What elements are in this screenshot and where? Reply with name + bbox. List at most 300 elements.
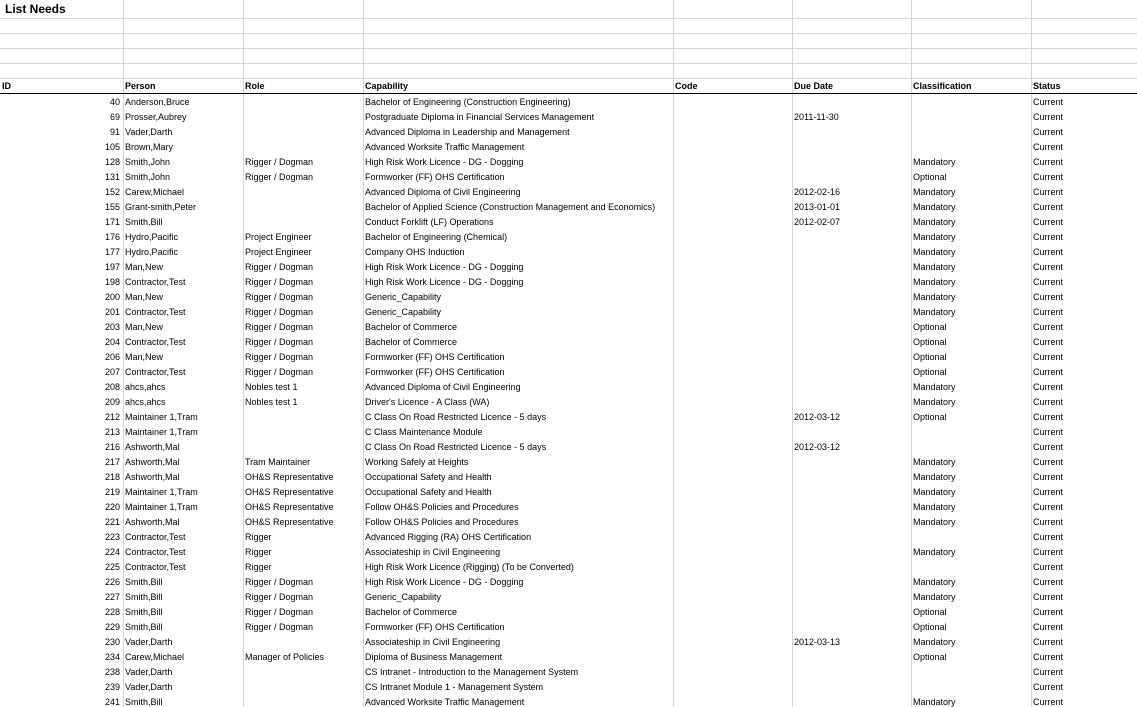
cell-due-date[interactable]: [794, 680, 909, 695]
cell-role[interactable]: Manager of Policies: [245, 652, 325, 662]
cell-status[interactable]: Current: [1033, 457, 1064, 467]
cell-role[interactable]: Rigger / Dogman: [245, 277, 314, 287]
cell-person[interactable]: Hydro,Pacific: [125, 232, 179, 242]
cell-classification[interactable]: Mandatory: [913, 472, 956, 482]
cell-status[interactable]: Current: [1033, 217, 1064, 227]
cell-person[interactable]: Anderson,Bruce: [125, 97, 190, 107]
cell-due-date[interactable]: [794, 125, 909, 140]
cell-capability[interactable]: C Class Maintenance Module: [365, 427, 483, 437]
cell-capability[interactable]: High Risk Work Licence (Rigging) (To be Converted): [365, 562, 574, 572]
cell-capability[interactable]: Postgraduate Diploma in Financial Services Management: [365, 112, 595, 122]
cell-classification[interactable]: [913, 140, 1029, 155]
cell-person[interactable]: Contractor,Test: [125, 532, 186, 542]
cell-due-date[interactable]: 2012-02-07: [794, 217, 841, 227]
cell-status[interactable]: Current: [1033, 202, 1064, 212]
cell-capability[interactable]: Advanced Rigging (RA) OHS Certification: [365, 532, 532, 542]
cell-code[interactable]: [675, 335, 790, 350]
cell-role[interactable]: [245, 215, 361, 230]
cell-classification[interactable]: [913, 680, 1029, 695]
cell-due-date[interactable]: 2012-03-12: [794, 412, 841, 422]
cell-role[interactable]: Tram Maintainer: [245, 457, 311, 467]
cell-capability[interactable]: High Risk Work Licence - DG - Dogging: [365, 157, 524, 167]
cell-status[interactable]: Current: [1033, 697, 1064, 707]
cell-classification[interactable]: Mandatory: [913, 217, 956, 227]
cell-status[interactable]: Current: [1033, 532, 1064, 542]
cell-id[interactable]: 213: [104, 427, 120, 437]
cell-id[interactable]: 216: [104, 442, 120, 452]
cell-classification[interactable]: Optional: [913, 322, 947, 332]
cell-capability[interactable]: CS Intranet Module 1 - Management System: [365, 682, 544, 692]
cell-status[interactable]: Current: [1033, 337, 1064, 347]
cell-status[interactable]: Current: [1033, 667, 1064, 677]
cell-status[interactable]: Current: [1033, 577, 1064, 587]
cell-status[interactable]: Current: [1033, 412, 1064, 422]
cell-person[interactable]: Maintainer 1,Tram: [125, 487, 198, 497]
cell-role[interactable]: [245, 95, 361, 110]
cell-role[interactable]: Rigger / Dogman: [245, 262, 314, 272]
header-capability[interactable]: Capability: [365, 81, 409, 91]
cell-classification[interactable]: Mandatory: [913, 502, 956, 512]
cell-person[interactable]: ahcs,ahcs: [125, 397, 166, 407]
cell-status[interactable]: Current: [1033, 307, 1064, 317]
cell-due-date[interactable]: [794, 545, 909, 560]
cell-role[interactable]: [245, 425, 361, 440]
cell-status[interactable]: Current: [1033, 367, 1064, 377]
cell-due-date[interactable]: [794, 320, 909, 335]
cell-code[interactable]: [675, 110, 790, 125]
cell-person[interactable]: Contractor,Test: [125, 277, 186, 287]
cell-person[interactable]: Ashworth,Mal: [125, 517, 180, 527]
cell-status[interactable]: Current: [1033, 112, 1064, 122]
cell-role[interactable]: Rigger / Dogman: [245, 337, 314, 347]
cell-role[interactable]: Rigger / Dogman: [245, 172, 314, 182]
cell-id[interactable]: 230: [104, 637, 120, 647]
cell-code[interactable]: [675, 155, 790, 170]
cell-person[interactable]: Contractor,Test: [125, 547, 186, 557]
cell-due-date[interactable]: [794, 245, 909, 260]
cell-code[interactable]: [675, 635, 790, 650]
cell-person[interactable]: Contractor,Test: [125, 367, 186, 377]
cell-role[interactable]: Rigger / Dogman: [245, 322, 314, 332]
cell-id[interactable]: 128: [104, 157, 120, 167]
cell-code[interactable]: [675, 365, 790, 380]
cell-classification[interactable]: Mandatory: [913, 277, 956, 287]
cell-role[interactable]: Rigger / Dogman: [245, 352, 314, 362]
cell-capability[interactable]: Generic_Capability: [365, 592, 442, 602]
cell-capability[interactable]: Advanced Diploma of Civil Engineering: [365, 382, 521, 392]
cell-role[interactable]: Rigger / Dogman: [245, 307, 314, 317]
cell-classification[interactable]: Mandatory: [913, 487, 956, 497]
cell-due-date[interactable]: [794, 650, 909, 665]
cell-classification[interactable]: Optional: [913, 337, 947, 347]
cell-status[interactable]: Current: [1033, 562, 1064, 572]
cell-id[interactable]: 238: [104, 667, 120, 677]
cell-classification[interactable]: Mandatory: [913, 382, 956, 392]
cell-id[interactable]: 197: [104, 262, 120, 272]
cell-code[interactable]: [675, 185, 790, 200]
cell-person[interactable]: Ashworth,Mal: [125, 472, 180, 482]
cell-code[interactable]: [675, 695, 790, 707]
cell-due-date[interactable]: [794, 395, 909, 410]
cell-status[interactable]: Current: [1033, 502, 1064, 512]
cell-role[interactable]: [245, 110, 361, 125]
cell-person[interactable]: Grant-smith,Peter: [125, 202, 197, 212]
cell-code[interactable]: [675, 350, 790, 365]
cell-code[interactable]: [675, 515, 790, 530]
cell-capability[interactable]: Advanced Diploma of Civil Engineering: [365, 187, 521, 197]
cell-capability[interactable]: Formworker (FF) OHS Certification: [365, 172, 505, 182]
cell-code[interactable]: [675, 275, 790, 290]
cell-due-date[interactable]: [794, 530, 909, 545]
cell-due-date[interactable]: [794, 305, 909, 320]
cell-code[interactable]: [675, 560, 790, 575]
cell-id[interactable]: 224: [104, 547, 120, 557]
cell-person[interactable]: Man,New: [125, 352, 164, 362]
cell-code[interactable]: [675, 470, 790, 485]
cell-person[interactable]: Vader,Darth: [125, 637, 173, 647]
cell-status[interactable]: Current: [1033, 277, 1064, 287]
cell-role[interactable]: OH&S Representative: [245, 472, 334, 482]
cell-due-date[interactable]: [794, 590, 909, 605]
cell-due-date[interactable]: [794, 365, 909, 380]
cell-status[interactable]: Current: [1033, 352, 1064, 362]
cell-code[interactable]: [675, 530, 790, 545]
header-id[interactable]: ID: [2, 81, 11, 91]
cell-role[interactable]: Rigger: [245, 547, 272, 557]
cell-person[interactable]: Vader,Darth: [125, 127, 173, 137]
cell-due-date[interactable]: 2013-01-01: [794, 202, 841, 212]
cell-capability[interactable]: Occupational Safety and Health: [365, 472, 492, 482]
cell-classification[interactable]: Optional: [913, 412, 947, 422]
cell-classification[interactable]: Mandatory: [913, 547, 956, 557]
cell-capability[interactable]: Advanced Worksite Traffic Management: [365, 697, 525, 707]
cell-person[interactable]: Smith,John: [125, 172, 171, 182]
cell-id[interactable]: 40: [109, 97, 120, 107]
cell-code[interactable]: [675, 380, 790, 395]
cell-status[interactable]: Current: [1033, 232, 1064, 242]
cell-due-date[interactable]: [794, 350, 909, 365]
cell-role[interactable]: Rigger / Dogman: [245, 592, 314, 602]
cell-due-date[interactable]: [794, 665, 909, 680]
cell-role[interactable]: [245, 680, 361, 695]
cell-person[interactable]: Prosser,Aubrey: [125, 112, 187, 122]
cell-status[interactable]: Current: [1033, 142, 1064, 152]
cell-capability[interactable]: C Class On Road Restricted Licence - 5 days: [365, 412, 547, 422]
cell-id[interactable]: 171: [104, 217, 120, 227]
cell-classification[interactable]: Optional: [913, 367, 947, 377]
cell-role[interactable]: Rigger / Dogman: [245, 622, 314, 632]
cell-classification[interactable]: Mandatory: [913, 592, 956, 602]
cell-code[interactable]: [675, 395, 790, 410]
cell-capability[interactable]: Generic_Capability: [365, 292, 442, 302]
cell-person[interactable]: Man,New: [125, 292, 164, 302]
cell-person[interactable]: Ashworth,Mal: [125, 457, 180, 467]
cell-status[interactable]: Current: [1033, 517, 1064, 527]
cell-capability[interactable]: Conduct Forklift (LF) Operations: [365, 217, 494, 227]
cell-code[interactable]: [675, 200, 790, 215]
cell-status[interactable]: Current: [1033, 682, 1064, 692]
cell-person[interactable]: Smith,Bill: [125, 577, 163, 587]
cell-capability[interactable]: Formworker (FF) OHS Certification: [365, 367, 505, 377]
cell-due-date[interactable]: 2012-02-16: [794, 187, 841, 197]
cell-classification[interactable]: Mandatory: [913, 457, 956, 467]
cell-person[interactable]: Smith,John: [125, 157, 171, 167]
header-classification[interactable]: Classification: [913, 81, 972, 91]
cell-person[interactable]: Smith,Bill: [125, 697, 163, 707]
cell-person[interactable]: Vader,Darth: [125, 667, 173, 677]
cell-status[interactable]: Current: [1033, 427, 1064, 437]
cell-status[interactable]: Current: [1033, 472, 1064, 482]
cell-capability[interactable]: Associateship in Civil Engineering: [365, 547, 501, 557]
cell-code[interactable]: [675, 260, 790, 275]
cell-role[interactable]: [245, 695, 361, 707]
cell-id[interactable]: 212: [104, 412, 120, 422]
cell-due-date[interactable]: [794, 335, 909, 350]
cell-due-date[interactable]: [794, 695, 909, 707]
cell-due-date[interactable]: [794, 380, 909, 395]
cell-code[interactable]: [675, 455, 790, 470]
cell-classification[interactable]: [913, 440, 1029, 455]
header-role[interactable]: Role: [245, 81, 265, 91]
cell-due-date[interactable]: [794, 170, 909, 185]
cell-capability[interactable]: Follow OH&S Policies and Procedures: [365, 517, 519, 527]
cell-capability[interactable]: High Risk Work Licence - DG - Dogging: [365, 577, 524, 587]
cell-id[interactable]: 198: [104, 277, 120, 287]
cell-person[interactable]: Brown,Mary: [125, 142, 174, 152]
cell-id[interactable]: 219: [104, 487, 120, 497]
cell-id[interactable]: 91: [109, 127, 120, 137]
cell-id[interactable]: 234: [104, 652, 120, 662]
cell-classification[interactable]: Optional: [913, 352, 947, 362]
cell-id[interactable]: 209: [104, 397, 120, 407]
cell-capability[interactable]: Advanced Diploma in Leadership and Management: [365, 127, 570, 137]
cell-role[interactable]: Rigger / Dogman: [245, 607, 314, 617]
cell-status[interactable]: Current: [1033, 397, 1064, 407]
cell-capability[interactable]: Bachelor of Commerce: [365, 337, 458, 347]
cell-person[interactable]: Maintainer 1,Tram: [125, 427, 198, 437]
cell-due-date[interactable]: [794, 260, 909, 275]
cell-capability[interactable]: Advanced Worksite Traffic Management: [365, 142, 525, 152]
cell-id[interactable]: 152: [104, 187, 120, 197]
cell-code[interactable]: [675, 320, 790, 335]
cell-role[interactable]: [245, 410, 361, 425]
cell-classification[interactable]: [913, 560, 1029, 575]
cell-person[interactable]: Contractor,Test: [125, 562, 186, 572]
cell-due-date[interactable]: [794, 605, 909, 620]
cell-id[interactable]: 217: [104, 457, 120, 467]
cell-id[interactable]: 227: [104, 592, 120, 602]
cell-due-date[interactable]: [794, 140, 909, 155]
cell-code[interactable]: [675, 125, 790, 140]
cell-role[interactable]: OH&S Representative: [245, 487, 334, 497]
cell-code[interactable]: [675, 500, 790, 515]
cell-id[interactable]: 177: [104, 247, 120, 257]
cell-role[interactable]: Project Engineer: [245, 247, 312, 257]
cell-role[interactable]: Rigger: [245, 562, 272, 572]
cell-capability[interactable]: Associateship in Civil Engineering: [365, 637, 501, 647]
cell-role[interactable]: [245, 140, 361, 155]
cell-id[interactable]: 204: [104, 337, 120, 347]
cell-status[interactable]: Current: [1033, 622, 1064, 632]
cell-code[interactable]: [675, 140, 790, 155]
cell-classification[interactable]: Optional: [913, 652, 947, 662]
cell-role[interactable]: OH&S Representative: [245, 502, 334, 512]
cell-classification[interactable]: [913, 95, 1029, 110]
cell-classification[interactable]: Mandatory: [913, 202, 956, 212]
cell-due-date[interactable]: [794, 455, 909, 470]
cell-classification[interactable]: Mandatory: [913, 517, 956, 527]
cell-id[interactable]: 226: [104, 577, 120, 587]
cell-person[interactable]: ahcs,ahcs: [125, 382, 166, 392]
cell-person[interactable]: Man,New: [125, 262, 164, 272]
cell-role[interactable]: OH&S Representative: [245, 517, 334, 527]
cell-role[interactable]: [245, 185, 361, 200]
cell-capability[interactable]: Bachelor of Engineering (Construction Engineering): [365, 97, 571, 107]
cell-classification[interactable]: [913, 425, 1029, 440]
cell-status[interactable]: Current: [1033, 322, 1064, 332]
cell-role[interactable]: Rigger / Dogman: [245, 367, 314, 377]
cell-role[interactable]: Rigger / Dogman: [245, 577, 314, 587]
cell-role[interactable]: Rigger: [245, 532, 272, 542]
cell-role[interactable]: Project Engineer: [245, 232, 312, 242]
header-code[interactable]: Code: [675, 81, 698, 91]
cell-code[interactable]: [675, 425, 790, 440]
cell-classification[interactable]: Optional: [913, 622, 947, 632]
cell-due-date[interactable]: 2011-11-30: [794, 112, 839, 122]
cell-id[interactable]: 223: [104, 532, 120, 542]
cell-id[interactable]: 200: [104, 292, 120, 302]
cell-capability[interactable]: Generic_Capability: [365, 307, 442, 317]
cell-code[interactable]: [675, 215, 790, 230]
cell-status[interactable]: Current: [1033, 382, 1064, 392]
cell-code[interactable]: [675, 230, 790, 245]
cell-status[interactable]: Current: [1033, 652, 1064, 662]
cell-role[interactable]: Nobles test 1: [245, 382, 298, 392]
cell-capability[interactable]: High Risk Work Licence - DG - Dogging: [365, 262, 524, 272]
cell-id[interactable]: 105: [104, 142, 120, 152]
cell-id[interactable]: 225: [104, 562, 120, 572]
cell-classification[interactable]: Mandatory: [913, 247, 956, 257]
cell-code[interactable]: [675, 605, 790, 620]
cell-capability[interactable]: Follow OH&S Policies and Procedures: [365, 502, 519, 512]
cell-id[interactable]: 239: [104, 682, 120, 692]
cell-capability[interactable]: Bachelor of Commerce: [365, 322, 458, 332]
cell-due-date[interactable]: [794, 470, 909, 485]
cell-role[interactable]: [245, 200, 361, 215]
cell-classification[interactable]: [913, 110, 1029, 125]
cell-capability[interactable]: C Class On Road Restricted Licence - 5 days: [365, 442, 547, 452]
cell-role[interactable]: [245, 125, 361, 140]
cell-status[interactable]: Current: [1033, 292, 1064, 302]
cell-id[interactable]: 218: [104, 472, 120, 482]
cell-status[interactable]: Current: [1033, 487, 1064, 497]
cell-id[interactable]: 206: [104, 352, 120, 362]
cell-status[interactable]: Current: [1033, 97, 1064, 107]
cell-id[interactable]: 208: [104, 382, 120, 392]
cell-id[interactable]: 220: [104, 502, 120, 512]
cell-person[interactable]: Ashworth,Mal: [125, 442, 180, 452]
cell-role[interactable]: Rigger / Dogman: [245, 157, 314, 167]
cell-person[interactable]: Hydro,Pacific: [125, 247, 179, 257]
cell-classification[interactable]: Optional: [913, 172, 947, 182]
cell-classification[interactable]: Mandatory: [913, 637, 956, 647]
cell-role[interactable]: Rigger / Dogman: [245, 292, 314, 302]
cell-due-date[interactable]: [794, 575, 909, 590]
cell-code[interactable]: [675, 245, 790, 260]
cell-classification[interactable]: Mandatory: [913, 577, 956, 587]
cell-capability[interactable]: Bachelor of Engineering (Chemical): [365, 232, 508, 242]
cell-capability[interactable]: Occupational Safety and Health: [365, 487, 492, 497]
cell-capability[interactable]: Company OHS Induction: [365, 247, 465, 257]
cell-classification[interactable]: [913, 125, 1029, 140]
cell-person[interactable]: Maintainer 1,Tram: [125, 502, 198, 512]
cell-code[interactable]: [675, 680, 790, 695]
cell-due-date[interactable]: [794, 620, 909, 635]
cell-role[interactable]: [245, 440, 361, 455]
cell-status[interactable]: Current: [1033, 187, 1064, 197]
cell-person[interactable]: Maintainer 1,Tram: [125, 412, 198, 422]
cell-status[interactable]: Current: [1033, 607, 1064, 617]
cell-classification[interactable]: Mandatory: [913, 307, 956, 317]
cell-due-date[interactable]: 2012-03-13: [794, 637, 841, 647]
cell-due-date[interactable]: [794, 425, 909, 440]
cell-code[interactable]: [675, 410, 790, 425]
cell-code[interactable]: [675, 305, 790, 320]
cell-person[interactable]: Carew,Michael: [125, 652, 185, 662]
cell-person[interactable]: Smith,Bill: [125, 607, 163, 617]
cell-capability[interactable]: CS Intranet - Introduction to the Management System: [365, 667, 579, 677]
cell-classification[interactable]: Mandatory: [913, 397, 956, 407]
cell-due-date[interactable]: 2012-03-12: [794, 442, 841, 452]
cell-id[interactable]: 229: [104, 622, 120, 632]
cell-due-date[interactable]: [794, 560, 909, 575]
cell-classification[interactable]: Optional: [913, 607, 947, 617]
cell-status[interactable]: Current: [1033, 157, 1064, 167]
cell-code[interactable]: [675, 95, 790, 110]
cell-id[interactable]: 176: [104, 232, 120, 242]
cell-capability[interactable]: Bachelor of Commerce: [365, 607, 458, 617]
cell-id[interactable]: 241: [104, 697, 120, 707]
cell-status[interactable]: Current: [1033, 592, 1064, 602]
cell-capability[interactable]: Formworker (FF) OHS Certification: [365, 622, 505, 632]
cell-person[interactable]: Smith,Bill: [125, 592, 163, 602]
cell-code[interactable]: [675, 575, 790, 590]
cell-due-date[interactable]: [794, 500, 909, 515]
header-due-date[interactable]: Due Date: [794, 81, 834, 91]
cell-code[interactable]: [675, 545, 790, 560]
cell-status[interactable]: Current: [1033, 172, 1064, 182]
cell-due-date[interactable]: [794, 290, 909, 305]
cell-id[interactable]: 228: [104, 607, 120, 617]
cell-status[interactable]: Current: [1033, 442, 1064, 452]
cell-capability[interactable]: Diploma of Business Management: [365, 652, 503, 662]
cell-due-date[interactable]: [794, 275, 909, 290]
cell-capability[interactable]: Formworker (FF) OHS Certification: [365, 352, 505, 362]
cell-classification[interactable]: Mandatory: [913, 697, 956, 707]
cell-code[interactable]: [675, 665, 790, 680]
cell-role[interactable]: [245, 635, 361, 650]
header-status[interactable]: Status: [1033, 81, 1061, 91]
cell-classification[interactable]: Mandatory: [913, 292, 956, 302]
cell-due-date[interactable]: [794, 155, 909, 170]
cell-role[interactable]: Nobles test 1: [245, 397, 298, 407]
cell-due-date[interactable]: [794, 485, 909, 500]
cell-status[interactable]: Current: [1033, 547, 1064, 557]
cell-classification[interactable]: Mandatory: [913, 187, 956, 197]
cell-classification[interactable]: [913, 665, 1029, 680]
cell-due-date[interactable]: [794, 230, 909, 245]
cell-id[interactable]: 207: [104, 367, 120, 377]
